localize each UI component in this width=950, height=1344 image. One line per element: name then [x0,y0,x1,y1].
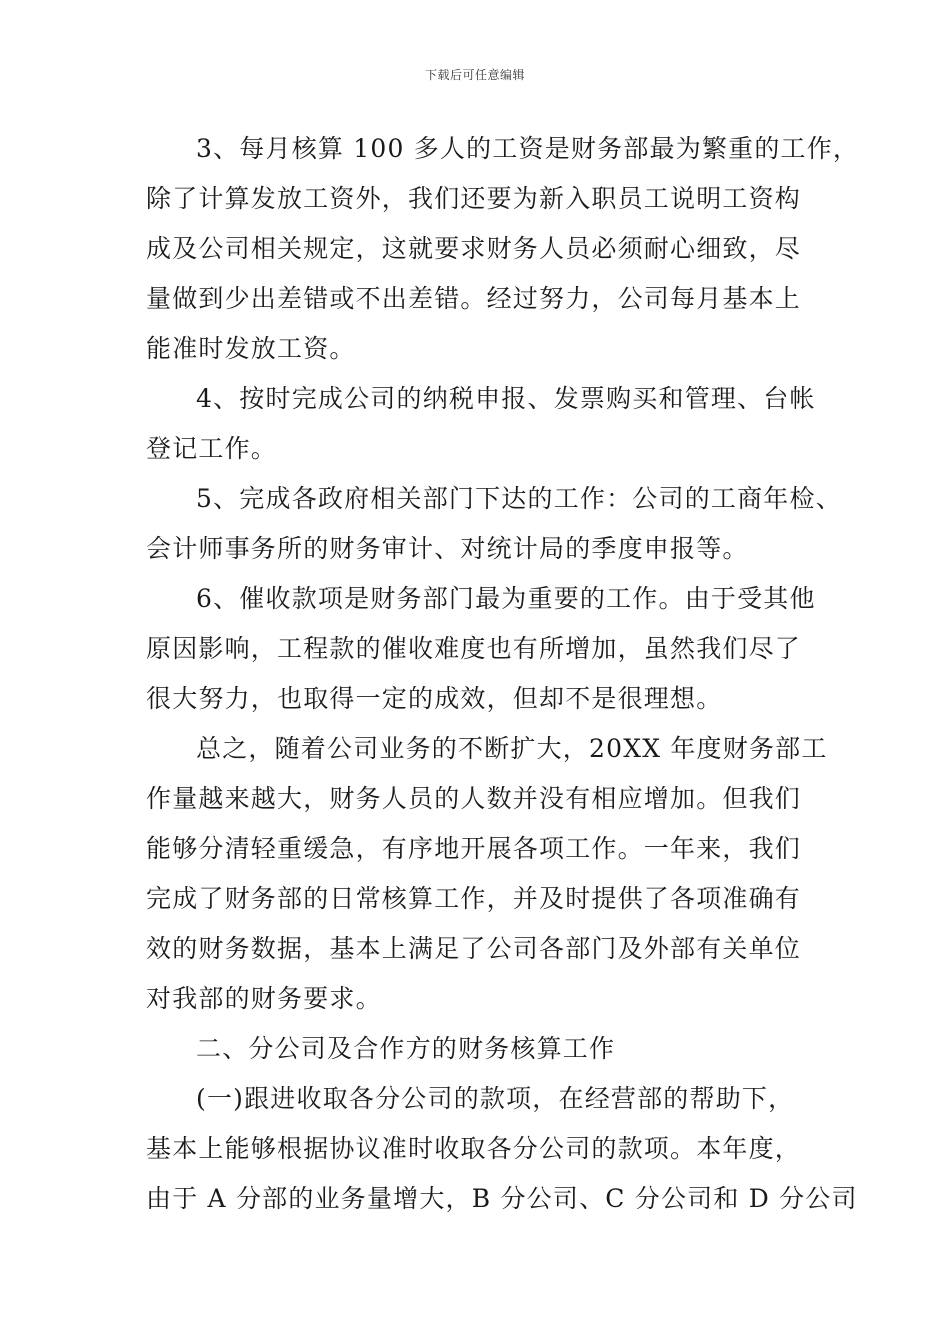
text-line: 能准时发放工资。 [146,334,356,363]
text-line: 原因影响，工程款的催收难度也有所增加，虽然我们尽了 [146,634,802,663]
text-line: 4、按时完成公司的纳税申报、发票购买和管理、台帐 [196,384,816,413]
text-line: 作量越来越大，财务人员的人数并没有相应增加。但我们 [146,784,802,813]
text-line: 登记工作。 [146,434,278,463]
text-line: 量做到少出差错或不出差错。经过努力，公司每月基本上 [146,284,802,313]
text-line: 二、分公司及合作方的财务核算工作 [196,1034,616,1063]
text-line: 对我部的财务要求。 [146,984,382,1013]
text-line: 能够分清轻重缓急，有序地开展各项工作。一年来，我们 [146,834,802,863]
text-line: 总之，随着公司业务的不断扩大，20XX 年度财务部工 [196,734,828,763]
text-line: 由于 A 分部的业务量增大，B 分公司、C 分公司和 D 分公司 [146,1184,858,1213]
text-line: (一)跟进收取各分公司的款项，在经营部的帮助下， [196,1084,795,1113]
text-line: 很大努力，也取得一定的成效，但却不是很理想。 [146,684,723,713]
text-line: 完成了财务部的日常核算工作，并及时提供了各项准确有 [146,884,802,913]
text-line: 5、完成各政府相关部门下达的工作：公司的工商年检、 [196,484,842,513]
text-line: 会计师事务所的财务审计、对统计局的季度申报等。 [146,534,749,563]
text-line: 基本上能够根据协议准时收取各分公司的款项。本年度， [146,1134,802,1163]
text-line: 6、催收款项是财务部门最为重要的工作。由于受其他 [196,584,816,613]
text-line: 3、每月核算 100 多人的工资是财务部最为繁重的工作， [196,134,860,163]
text-line: 除了计算发放工资外，我们还要为新入职员工说明工资构 [146,184,802,213]
document-body [146,124,860,1224]
text-line: 成及公司相关规定，这就要求财务人员必须耐心细致，尽 [146,234,802,263]
page-header: 下载后可任意编辑 [424,68,525,82]
text-line: 效的财务数据，基本上满足了公司各部门及外部有关单位 [146,934,802,963]
